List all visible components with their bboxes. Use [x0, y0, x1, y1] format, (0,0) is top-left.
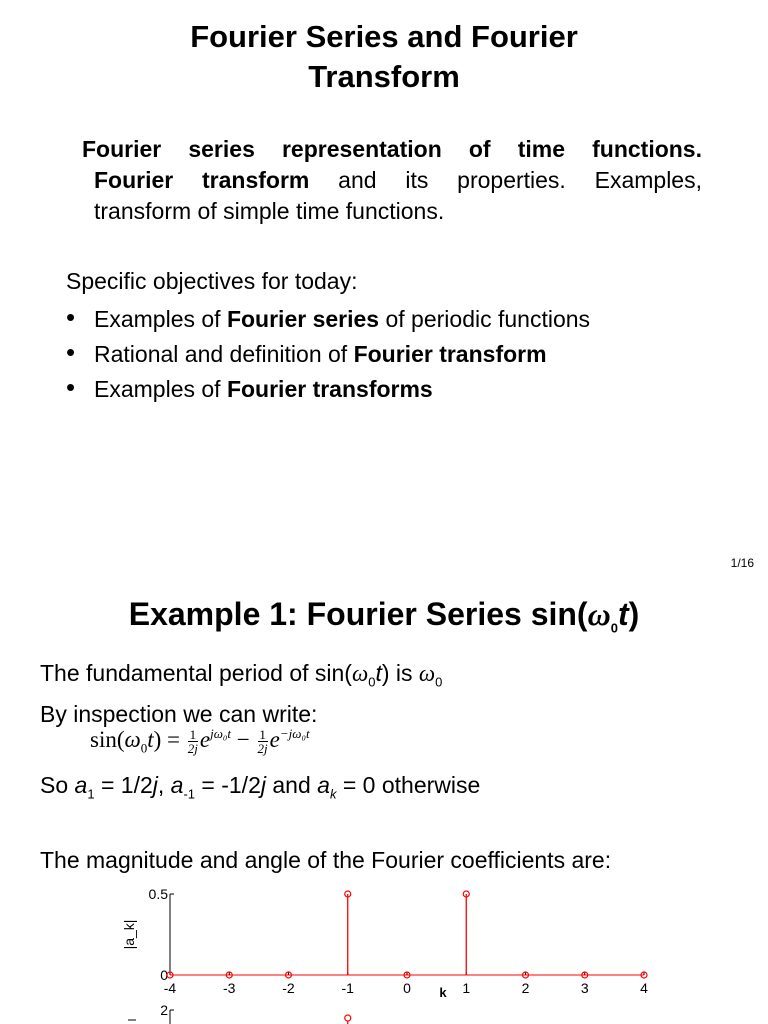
coefficients-text: So $a_1 = 1/2j$, $a_{-1} = -1/2j$ and $a_k = 0$ otherwise: [40, 772, 481, 802]
intro-text-2: transform of simple time functions.: [94, 198, 445, 224]
intro-bold-1: Fourier series representation of time functions.: [82, 136, 702, 162]
objective-item: • Examples of Fourier transforms: [66, 372, 590, 407]
fundamental-period-text: The fundamental period of $\sin(\omega_0t)$ is $\omega_0$: [40, 660, 443, 690]
x-axis-label: k: [439, 985, 447, 1000]
objectives-list: [66, 302, 590, 407]
angle-marker: [345, 1015, 351, 1021]
x-tick-label: 4: [640, 980, 648, 996]
x-tick-label: -2: [282, 980, 295, 996]
objective-item: • Rational and definition of Fourier transform: [66, 337, 590, 372]
x-tick-label: 1: [462, 980, 471, 996]
objective-item: • Examples of Fourier series of periodic functions: [66, 302, 590, 337]
y-axis-label: |a_k|: [121, 919, 137, 950]
objectives-heading: Specific objectives for today:: [66, 268, 358, 294]
example-title: Example 1: Fourier Series $\sin(\omega_0t)$: [128, 596, 640, 636]
intro-bold-2: Fourier transform: [94, 167, 310, 193]
intro-paragraph: [82, 134, 702, 227]
page-number: 1/16: [730, 556, 754, 570]
coefficient-magnitude-chart: [0, 875, 768, 1024]
angle-plot-y-tick-label: 2: [160, 1002, 168, 1018]
sin-equation: $\sin(\omega_0t)$ = $\frac{1}{2j}$ $e^{j\omega_0t}$ − $\frac{1}{2j}$ $e^{-j\omega_0t}$: [90, 726, 310, 757]
x-tick-label: -1: [341, 980, 354, 996]
inspection-text: By inspection we can write:: [40, 701, 318, 727]
x-tick-label: -3: [223, 980, 236, 996]
magnitude-angle-text: The magnitude and angle of the Fourier coefficients are:: [40, 847, 612, 873]
y-tick-label: 0.5: [148, 886, 168, 902]
intro-text-1: and its properties. Examples,: [309, 167, 702, 193]
slide-title-line1: Fourier Series and Fourier: [190, 19, 578, 54]
x-tick-label: 3: [580, 980, 589, 996]
x-tick-label: -4: [163, 980, 177, 996]
slide-title-line2: Transform: [308, 59, 460, 94]
y-tick-label: 0: [160, 967, 168, 983]
x-tick-label: 2: [521, 980, 530, 996]
x-tick-label: 0: [403, 980, 411, 996]
